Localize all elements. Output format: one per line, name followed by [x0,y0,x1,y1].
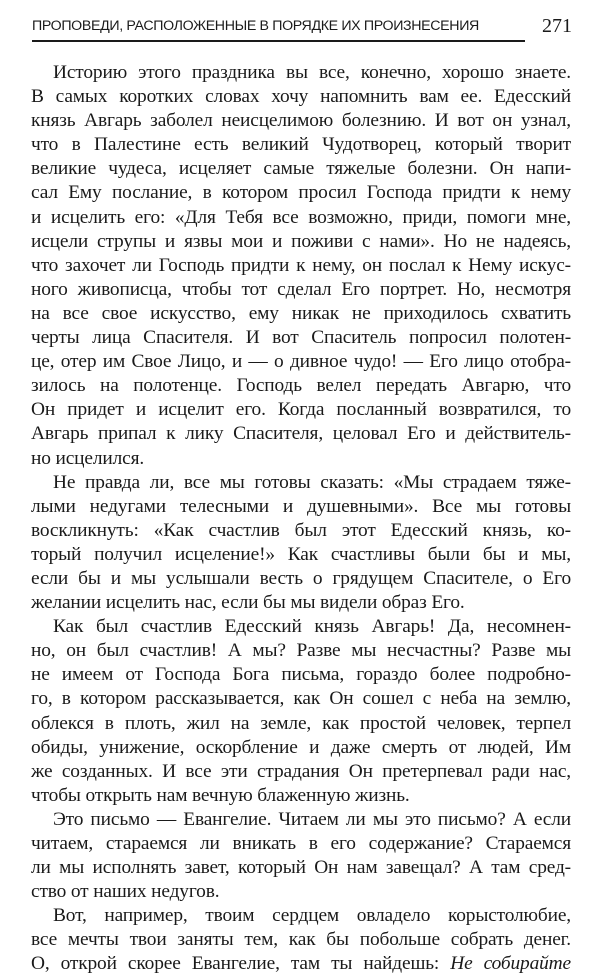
body-text [31,61,571,977]
text-line: не имеем от Господа Бога письма, гораздо более подробно- [31,664,571,686]
running-head [32,14,572,40]
text-line: если бы и мы услышали весть о грядущем Спасителе, о Его [31,567,571,589]
text-line: читаем, стараемся ли вникать в его содержание? Стараемся [31,833,571,854]
paragraph [31,471,571,616]
text-line: желании исцелить нас, если бы мы видели образ Его. [31,592,465,614]
text-line: князь Авгарь заболел неисцелимою болезнию. И вот он узнал, [31,110,571,132]
text-line: все мечты твои заняты тем, как бы побольше собрать денег. [31,929,571,951]
text-line: черты лица Спасителя. И вот Спаситель попросил полотен- [31,327,571,349]
text-line: Историю этого праздника вы все, конечно, хорошо знаете. [53,62,571,83]
header-rule [32,40,525,42]
text-line: и исцелить его: «Для Тебя все возможно, приди, помоги мне, [31,206,571,228]
text-line: лыми недугами телесными и душевными». Все мы готовы [31,495,571,517]
text-line: что захочет ли Господь придти к нему, он послал к Нему искус- [31,254,571,276]
text-line: ного живописца, чтобы тот сделал Его портрет. Но, несмотря [31,278,571,300]
text-line: Он придет и исцелит его. Когда посланный возвратился, то [31,399,571,421]
paragraph [31,904,571,976]
text-line: Вот, например, твоим сердцем овладело корыстолюбие, [53,905,571,927]
text-line: чтобы открыть нам вечную блаженную жизнь. [31,784,410,806]
paragraph [31,615,571,808]
text-line: ли мы исполнять завет, который Он нам завещал? А там сред- [31,857,571,879]
paragraph [31,61,571,471]
text-line: облекся в плоть, жил на земле, как простой человек, терпел [31,712,571,734]
text-line: торый получил исцеление!» Как счастливы были бы и мы, [31,543,571,565]
text-line: великие чудеса, исцеляет самые тяжелые болезни. Он напи- [31,158,571,180]
italic-quote: Не собирайте [450,953,571,975]
text-line: исцели струпы и язвы мои и поживи с нами». Но не надеясь, [31,230,571,252]
text-line: обиды, унижение, оскорбление и даже смерть от людей, Им [31,736,571,758]
running-head-title: ПРОПОВЕДИ, РАСПОЛОЖЕННЫЕ В ПОРЯДКЕ ИХ ПРОИЗНЕСЕНИЯ [32,18,479,34]
text-line: це, отер им Свое Лицо, и — о дивное чудо! — Его лицо отобра- [31,351,571,373]
text-line: что в Палестине есть великий Чудотворец, который творит [31,134,571,156]
text-line: же созданных. И все эти страдания Он претерпевал ради нас, [31,760,571,782]
text-line: но, он был счастлив! А мы? Разве мы несчастны? Разве мы [31,640,571,662]
text-line: на все свое искусство, ему никак не приходилось схватить [31,302,571,324]
text-line: го, в котором рассказывается, как Он сошел с неба на землю, [31,688,571,710]
text-line: воскликнуть: «Как счастлив был этот Едесский князь, ко- [31,519,571,541]
text-line: Авгарь припал к лику Спасителя, целовал Его и действитель- [31,423,571,445]
text-line: Не правда ли, все мы готовы сказать: «Мы страдаем тяже- [53,471,571,493]
text-line: сал Ему послание, в котором просил Господа придти к нему [31,182,571,204]
text-line: В самых коротких словах хочу напомнить вам ее. Едесский [31,86,571,108]
text-line: ство от наших недугов. [31,881,220,903]
text-line: Это письмо — Евангелие. Читаем ли мы это письмо? А если [53,808,571,830]
text-segment: О, открой скорее Евангелие, там ты найдешь: [31,953,451,975]
paragraph [31,808,571,904]
text-line: но исцелился. [31,447,145,469]
page-number: 271 [542,15,572,37]
text-line [31,952,571,976]
text-line: зилось на полотенце. Господь велел передать Авгарю, что [31,375,571,397]
text-line: Как был счастлив Едесский князь Авгарь! Да, несомнен- [53,616,571,638]
